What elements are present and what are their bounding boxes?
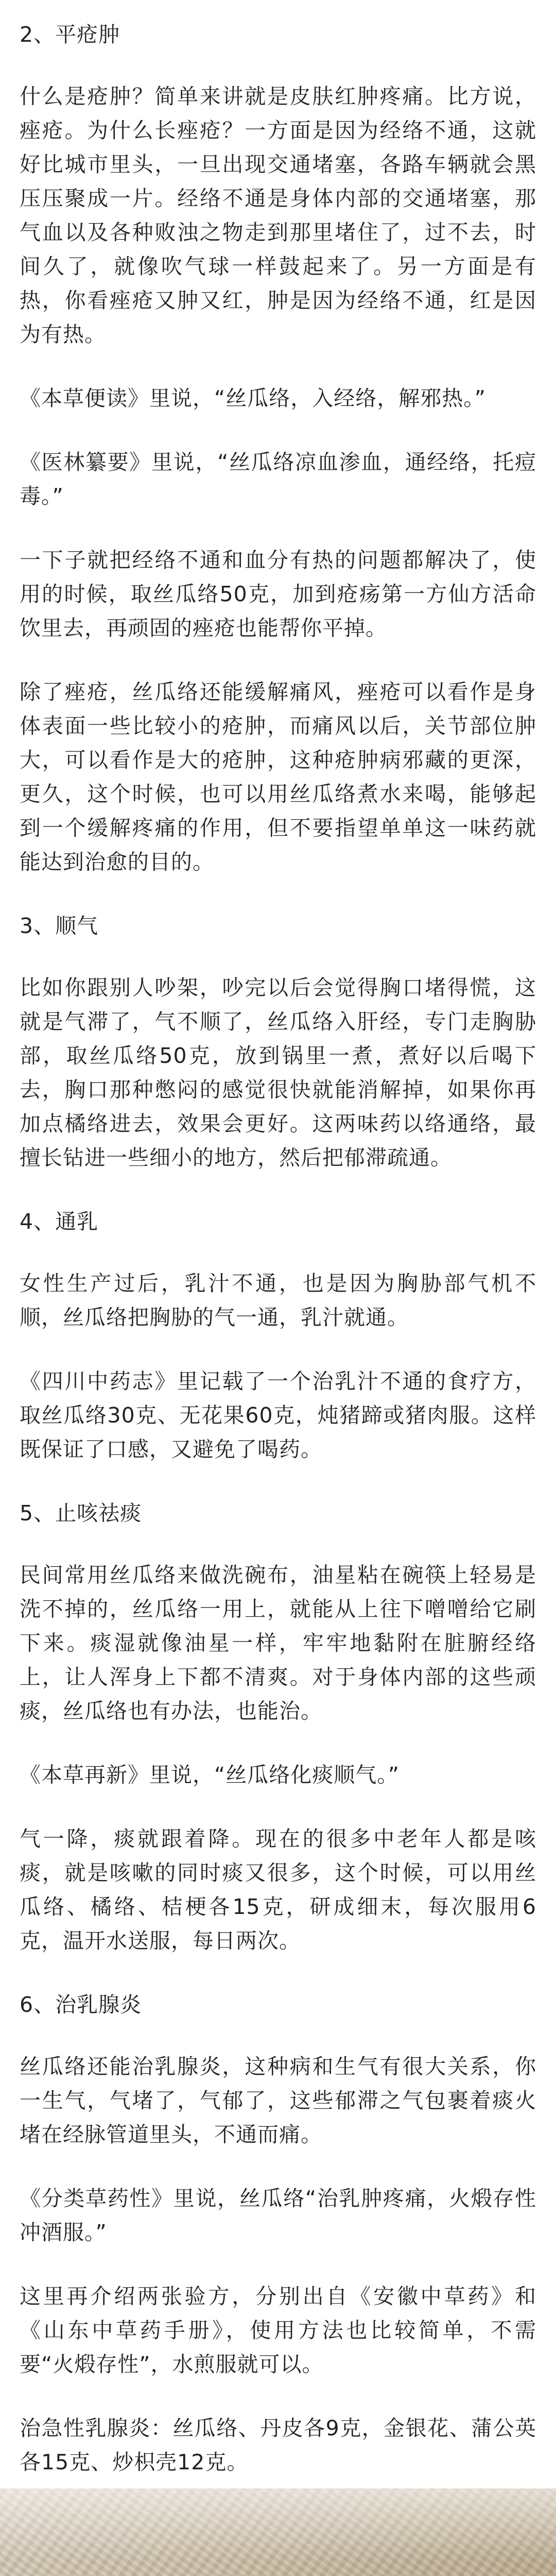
prescription-paragraph: 治急性乳腺炎：丝瓜络、丹皮各9克，金银花、蒲公英各15克、炒枳壳12克。 (20, 2416, 536, 2475)
quote-paragraph: 《分类草药性》里说，丝瓜络“治乳肿疼痛，火煅存性冲酒服。” (20, 2186, 536, 2245)
paragraph: 什么是疮肿？简单来讲就是皮肤红肿疼痛。比方说，痤疮。为什么长痤疮？一方面是因为经络不通，这就好比城市里头，一旦出现交通堵塞，各路车辆就会黑压压聚成一片。经络不通是身体内部的交通堵塞，那气血以及各种败浊之物走到那里堵住了，过不去，时间久了，就像吹气球一样鼓起来了。另一方面是有热，你看痤疮又肿又红，肿是因为经络不通，红是因为有热。 (20, 84, 536, 347)
section-heading-reduce-swelling: 2、平疮肿 (20, 22, 120, 47)
paragraph: 丝瓜络还能治乳腺炎，这种病和生气有很大关系，你一生气，气堵了，气郁了，这些郁滞之气包裹着痰火堵在经脉管道里头，不通而痛。 (20, 2054, 536, 2147)
quote-paragraph: 《本草再新》里说，“丝瓜络化痰顺气。” (20, 1762, 399, 1787)
section-heading-regulate-qi: 3、顺气 (20, 913, 99, 938)
section-heading-promote-lactation: 4、通乳 (20, 1209, 99, 1234)
section-heading-mastitis: 6、治乳腺炎 (20, 1992, 142, 2017)
paragraph: 女性生产过后，乳汁不通，也是因为胸胁部气机不顺，丝瓜络把胸胁的气一通，乳汁就通。 (20, 1271, 536, 1330)
paragraph: 除了痤疮，丝瓜络还能缓解痛风，痤疮可以看作是身体表面一些比较小的疮肿，而痛风以后，关节部位肿大，可以看作是大的疮肿，这种疮肿病邪藏的更深，更久，这个时候，也可以用丝瓜络煮水来喝，能够起到一个缓解疼痛的作用，但不要指望单单这一味药就能达到治愈的目的。 (20, 680, 536, 874)
loofah-photo (0, 2488, 556, 2576)
paragraph: 这里再介绍两张验方，分别出自《安徽中草药》和《山东中草药手册》，使用方法也比较简单，不需要“火煅存性”，水煎服就可以。 (20, 2284, 536, 2377)
paragraph: 气一降，痰就跟着降。现在的很多中老年人都是咳痰，就是咳嗽的同时痰又很多，这个时候，可以用丝瓜络、橘络、桔梗各15克，研成细末，每次服用6克，温开水送服，每日两次。 (20, 1826, 536, 1953)
quote-paragraph: 《本草便读》里说，“丝瓜络，入经络，解邪热。” (20, 386, 486, 411)
paragraph: 比如你跟别人吵架，吵完以后会觉得胸口堵得慌，这就是气滞了，气不顺了，丝瓜络入肝经，专门走胸胁部，取丝瓜络50克，放到锅里一煮，煮好以后喝下去，胸口那种憋闷的感觉很快就能消解掉，如果你再加点橘络进去，效果会更好。这两味药以络通络，最擅长钻进一些细小的地方，然后把郁滞疏通。 (20, 975, 536, 1170)
quote-paragraph: 《医林纂要》里说，“丝瓜络凉血渗血，通经络，托痘毒。” (20, 450, 536, 509)
paragraph: 民间常用丝瓜络来做洗碗布，油星粘在碗筷上轻易是洗不掉的，丝瓜络一用上，就能从上往下噌噌给它刷下来。痰湿就像油星一样，牢牢地黏附在脏腑经络上，让人浑身上下都不清爽。对于身体内部的这些顽痰，丝瓜络也有办法，也能治。 (20, 1563, 536, 1723)
paragraph: 《四川中药志》里记载了一个治乳汁不通的食疗方，取丝瓜络30克、无花果60克，炖猪蹄或猪肉服。这样既保证了口感，又避免了喝药。 (20, 1369, 536, 1462)
section-heading-cough-phlegm: 5、止咳祛痰 (20, 1501, 142, 1526)
paragraph: 一下子就把经络不通和血分有热的问题都解决了，使用的时候，取丝瓜络50克，加到疮疡第一方仙方活命饮里去，再顽固的痤疮也能帮你平掉。 (20, 548, 536, 640)
